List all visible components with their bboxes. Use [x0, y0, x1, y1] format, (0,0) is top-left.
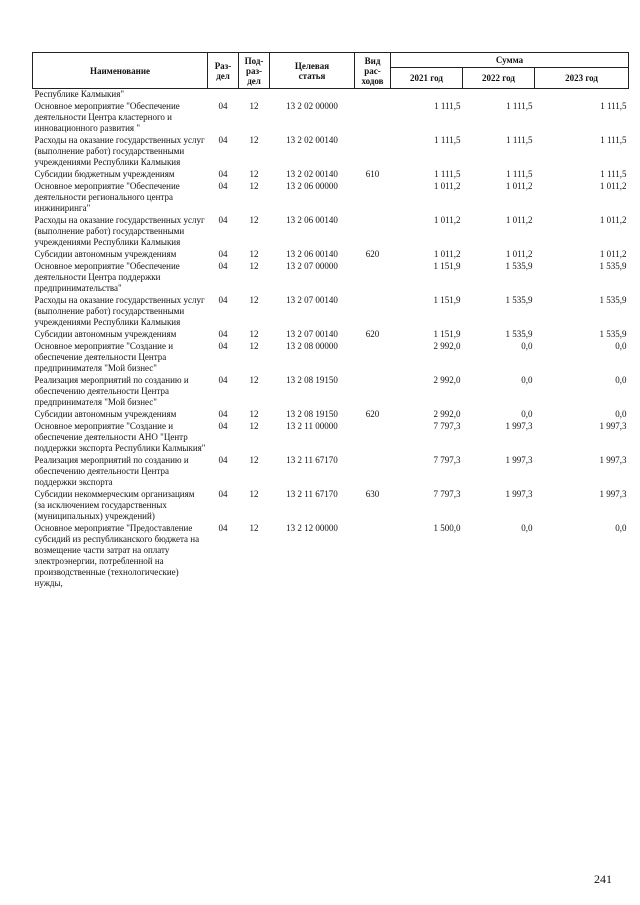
cell-2023: 1 997,3 — [599, 421, 627, 431]
cell-razdel: 04 — [218, 169, 228, 179]
cell-2022: 1 011,2 — [505, 249, 533, 259]
cell-2022: 1 997,3 — [505, 421, 533, 431]
cell-name: Субсидии автономным учреждениям — [34, 329, 177, 339]
cell-2021 — [391, 89, 463, 102]
col-header-2021: 2021 год — [391, 68, 463, 89]
cell-2023 — [535, 89, 629, 102]
cell-target: 13 2 06 00000 — [286, 181, 338, 191]
cell-name: Расходы на оказание государственных услуг (выполнение работ) государственными учреждениями Республики Калмыкия — [34, 295, 205, 327]
cell-podrazdel: 12 — [249, 249, 259, 259]
table-row — [33, 329, 629, 341]
cell-target: 13 2 02 00140 — [286, 135, 338, 145]
cell-razdel: 04 — [218, 181, 228, 191]
cell-2023: 1 011,2 — [599, 215, 627, 225]
cell-podrazdel: 12 — [249, 169, 259, 179]
cell-podrazdel: 12 — [249, 421, 259, 431]
budget-table — [32, 52, 629, 590]
cell-2023: 0,0 — [615, 375, 627, 385]
cell-target: 13 2 07 00140 — [286, 329, 338, 339]
col-header-name: Наименование — [33, 53, 208, 89]
cell-name: Субсидии автономным учреждениям — [34, 409, 177, 419]
cell-podrazdel: 12 — [249, 341, 259, 351]
cell-name: Основное мероприятие "Обеспечение деятельности Центра поддержки предпринимательства" — [34, 261, 180, 293]
cell-target: 13 2 11 00000 — [286, 421, 338, 431]
cell-2022: 1 111,5 — [506, 135, 533, 145]
table-row — [33, 89, 629, 102]
cell-2021: 1 111,5 — [434, 135, 461, 145]
cell-2023: 1 535,9 — [599, 329, 627, 339]
cell-vid — [355, 421, 391, 455]
col-header-vid: Вид рас- ходов — [355, 53, 391, 89]
cell-2023: 1 011,2 — [599, 249, 627, 259]
cell-2021: 2 992,0 — [433, 409, 461, 419]
cell-2022: 1 111,5 — [506, 169, 533, 179]
cell-razdel: 04 — [218, 329, 228, 339]
cell-2021: 7 797,3 — [433, 489, 461, 499]
cell-razdel: 04 — [218, 295, 228, 305]
cell-2023: 1 997,3 — [599, 489, 627, 499]
col-header-podrazdel: Под- раз- дел — [239, 53, 270, 89]
cell-podrazdel: 12 — [249, 261, 259, 271]
cell-vid — [355, 341, 391, 375]
cell-podrazdel — [239, 89, 270, 102]
cell-2022: 0,0 — [521, 409, 533, 419]
table-row — [33, 455, 629, 489]
cell-vid: 610 — [365, 169, 380, 179]
cell-vid: 620 — [365, 249, 380, 259]
cell-razdel: 04 — [218, 101, 228, 111]
cell-2022: 0,0 — [521, 375, 533, 385]
cell-vid — [355, 295, 391, 329]
table-row — [33, 261, 629, 295]
cell-name: Основное мероприятие "Предоставление субсидий из республиканского бюджета на возмещение части затрат на оплату электроэнергии, потребленной на производственные (технологические) нужды, — [34, 523, 200, 588]
cell-2022: 0,0 — [521, 341, 533, 351]
cell-target — [270, 89, 355, 102]
cell-target: 13 2 11 67170 — [286, 489, 338, 499]
cell-name: Основное мероприятие "Создание и обеспечение деятельности Центра предпринимателя "Мой бизнес" — [34, 341, 174, 373]
cell-vid — [355, 261, 391, 295]
cell-razdel — [208, 89, 239, 102]
col-header-2023: 2023 год — [535, 68, 629, 89]
cell-2021: 1 011,2 — [433, 249, 461, 259]
cell-2022: 1 535,9 — [505, 295, 533, 305]
cell-2023: 0,0 — [615, 523, 627, 533]
cell-vid — [355, 523, 391, 590]
cell-name: Расходы на оказание государственных услуг (выполнение работ) государственными учреждениями Республики Калмыкия — [34, 135, 205, 167]
cell-name: Основное мероприятие "Обеспечение деятельности регионального центра инжиниринга" — [34, 181, 180, 213]
cell-2023: 1 535,9 — [599, 261, 627, 271]
cell-razdel: 04 — [218, 249, 228, 259]
cell-2023: 1 111,5 — [600, 135, 627, 145]
cell-vid — [355, 455, 391, 489]
table-row — [33, 249, 629, 261]
cell-podrazdel: 12 — [249, 409, 259, 419]
cell-target: 13 2 12 00000 — [286, 523, 338, 533]
cell-podrazdel: 12 — [249, 101, 259, 111]
cell-2021: 1 151,9 — [433, 329, 461, 339]
cell-2022: 1 011,2 — [505, 181, 533, 191]
cell-2022: 1 997,3 — [505, 489, 533, 499]
cell-name: Республике Калмыкия" — [34, 89, 125, 99]
cell-2022: 1 011,2 — [505, 215, 533, 225]
cell-2021: 1 151,9 — [433, 295, 461, 305]
table-row — [33, 135, 629, 169]
table-row — [33, 341, 629, 375]
col-header-sum: Сумма — [391, 53, 629, 68]
cell-2021: 1 111,5 — [434, 101, 461, 111]
cell-name: Субсидии некоммерческим организациям (за исключением государственных (муниципальных) учреждений) — [34, 489, 195, 521]
cell-vid: 620 — [365, 409, 380, 419]
cell-2023: 1 011,2 — [599, 181, 627, 191]
cell-podrazdel: 12 — [249, 523, 259, 533]
cell-2021: 1 151,9 — [433, 261, 461, 271]
table-row — [33, 295, 629, 329]
cell-vid — [355, 215, 391, 249]
table-row — [33, 215, 629, 249]
table-row — [33, 181, 629, 215]
col-header-target: Целевая статья — [270, 53, 355, 89]
cell-2023: 0,0 — [615, 341, 627, 351]
cell-2021: 1 500,0 — [433, 523, 461, 533]
cell-podrazdel: 12 — [249, 329, 259, 339]
cell-razdel: 04 — [218, 409, 228, 419]
col-header-2022: 2022 год — [463, 68, 535, 89]
cell-2021: 7 797,3 — [433, 455, 461, 465]
cell-target: 13 2 06 00140 — [286, 215, 338, 225]
cell-target: 13 2 08 19150 — [286, 409, 338, 419]
cell-vid: 620 — [365, 329, 380, 339]
cell-2022: 1 997,3 — [505, 455, 533, 465]
table-row — [33, 375, 629, 409]
cell-2023: 1 111,5 — [600, 169, 627, 179]
cell-razdel: 04 — [218, 375, 228, 385]
cell-target: 13 2 11 67170 — [286, 455, 338, 465]
table-body — [33, 89, 629, 591]
cell-2022: 1 111,5 — [506, 101, 533, 111]
col-header-razdel: Раз- дел — [208, 53, 239, 89]
table-row — [33, 489, 629, 523]
cell-name: Реализация мероприятий по созданию и обеспечению деятельности Центра поддержки экспорта — [34, 455, 189, 487]
cell-razdel: 04 — [218, 341, 228, 351]
cell-name: Основное мероприятие "Обеспечение деятельности Центра кластерного и инновационного развития " — [34, 101, 180, 133]
cell-vid — [355, 181, 391, 215]
cell-vid — [355, 101, 391, 135]
cell-2021: 1 011,2 — [433, 181, 461, 191]
cell-podrazdel: 12 — [249, 455, 259, 465]
cell-target: 13 2 08 19150 — [286, 375, 338, 385]
cell-2021: 7 797,3 — [433, 421, 461, 431]
cell-podrazdel: 12 — [249, 135, 259, 145]
cell-2022: 1 535,9 — [505, 261, 533, 271]
cell-podrazdel: 12 — [249, 375, 259, 385]
page-number: 241 — [594, 872, 612, 886]
cell-2021: 2 992,0 — [433, 375, 461, 385]
cell-target: 13 2 06 00140 — [286, 249, 338, 259]
table-row — [33, 409, 629, 421]
cell-razdel: 04 — [218, 261, 228, 271]
cell-razdel: 04 — [218, 421, 228, 431]
cell-name: Основное мероприятие "Создание и обеспечение деятельности АНО "Центр поддержки экспорта Республики Калмыкия" — [34, 421, 206, 453]
cell-name: Расходы на оказание государственных услуг (выполнение работ) государственными учреждениями Республики Калмыкия — [34, 215, 205, 247]
cell-razdel: 04 — [218, 215, 228, 225]
cell-2023: 0,0 — [615, 409, 627, 419]
cell-target: 13 2 02 00140 — [286, 169, 338, 179]
cell-razdel: 04 — [218, 135, 228, 145]
cell-target: 13 2 02 00000 — [286, 101, 338, 111]
cell-razdel: 04 — [218, 489, 228, 499]
cell-vid: 630 — [365, 489, 380, 499]
cell-2021: 2 992,0 — [433, 341, 461, 351]
cell-target: 13 2 07 00140 — [286, 295, 338, 305]
cell-podrazdel: 12 — [249, 181, 259, 191]
cell-2021: 1 011,2 — [433, 215, 461, 225]
cell-target: 13 2 07 00000 — [286, 261, 338, 271]
cell-vid — [355, 375, 391, 409]
cell-name: Реализация мероприятий по созданию и обеспечению деятельности Центра предпринимателя "Мой бизнес" — [34, 375, 189, 407]
table-row — [33, 101, 629, 135]
cell-podrazdel: 12 — [249, 489, 259, 499]
cell-vid — [355, 135, 391, 169]
cell-2023: 1 535,9 — [599, 295, 627, 305]
cell-vid — [355, 89, 391, 102]
cell-2022: 0,0 — [521, 523, 533, 533]
cell-2022 — [463, 89, 535, 102]
cell-name: Субсидии бюджетным учреждениям — [34, 169, 175, 179]
cell-podrazdel: 12 — [249, 215, 259, 225]
cell-target: 13 2 08 00000 — [286, 341, 338, 351]
table-row — [33, 169, 629, 181]
table-row — [33, 421, 629, 455]
cell-2021: 1 111,5 — [434, 169, 461, 179]
table-header — [33, 53, 629, 89]
cell-razdel: 04 — [218, 455, 228, 465]
cell-razdel: 04 — [218, 523, 228, 533]
cell-2022: 1 535,9 — [505, 329, 533, 339]
cell-2023: 1 997,3 — [599, 455, 627, 465]
cell-name: Субсидии автономным учреждениям — [34, 249, 177, 259]
cell-podrazdel: 12 — [249, 295, 259, 305]
table-row — [33, 523, 629, 590]
cell-2023: 1 111,5 — [600, 101, 627, 111]
